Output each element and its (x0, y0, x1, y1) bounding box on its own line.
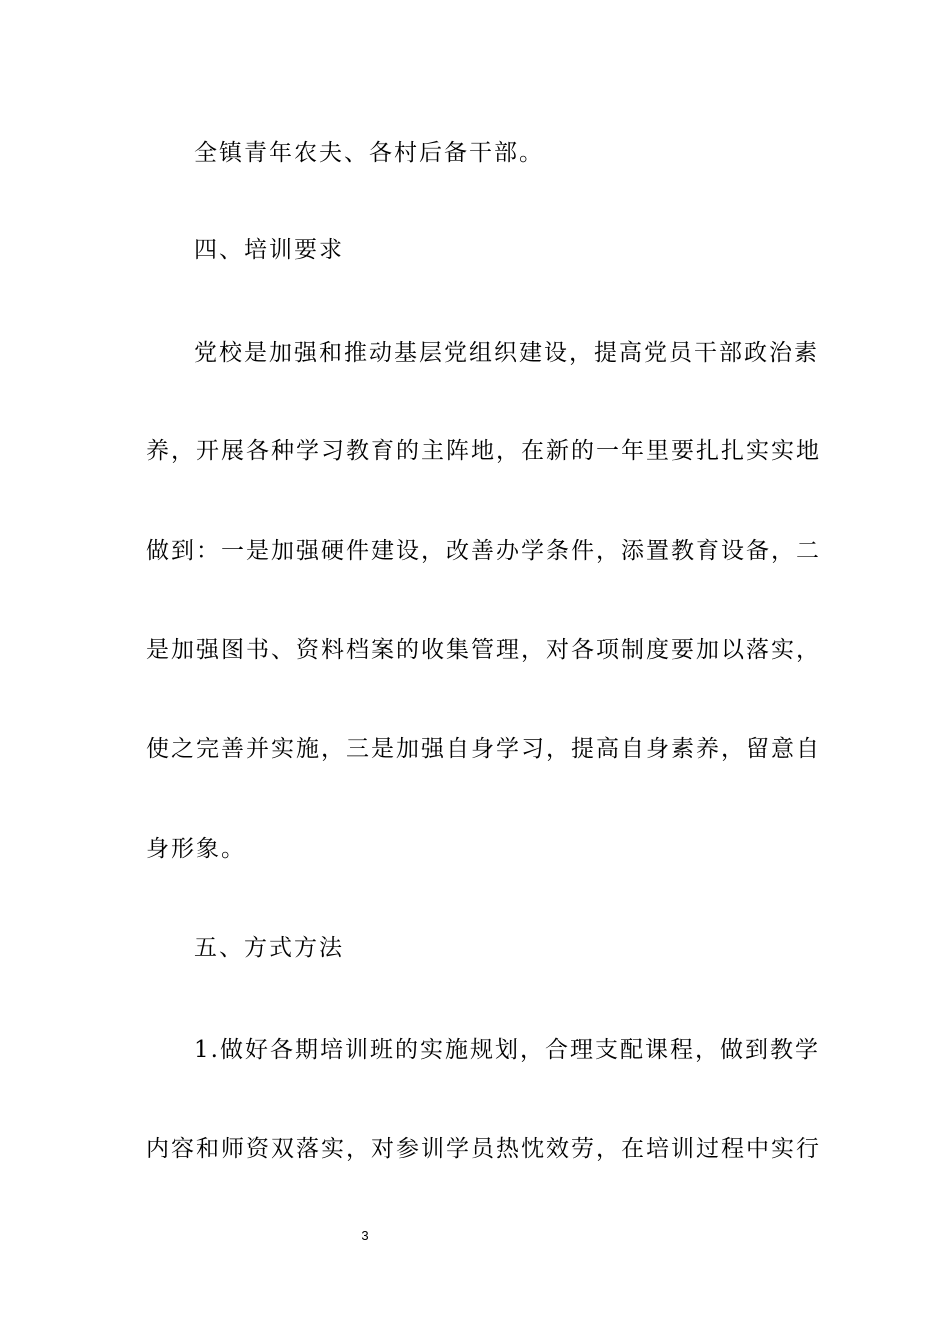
text-line: 内容和师资双落实，对参训学员热忱效劳，在培训过程中实行 (146, 1136, 821, 1162)
text-line: 做到：一是加强硬件建设，改善办学条件，添置教育设备，二 (146, 538, 821, 564)
text-line: 是加强图书、资料档案的收集管理，对各项制度要加以落实， (146, 637, 821, 663)
text-line: 养，开展各种学习教育的主阵地，在新的一年里要扎扎实实地 (146, 438, 821, 464)
text-line: 身形象。 (146, 836, 246, 862)
page-number: 3 (361, 1228, 369, 1243)
text-line: 使之完善并实施，三是加强自身学习，提高自身素养，留意自 (146, 736, 821, 762)
text-line: 全镇青年农夫、各村后备干部。 (194, 140, 544, 166)
text-line: 1.做好各期培训班的实施规划，合理支配课程，做到教学 (194, 1037, 820, 1063)
section-heading: 五、方式方法 (194, 935, 344, 961)
text-line: 党校是加强和推动基层党组织建设，提高党员干部政治素 (194, 340, 819, 366)
section-heading: 四、培训要求 (194, 237, 344, 263)
